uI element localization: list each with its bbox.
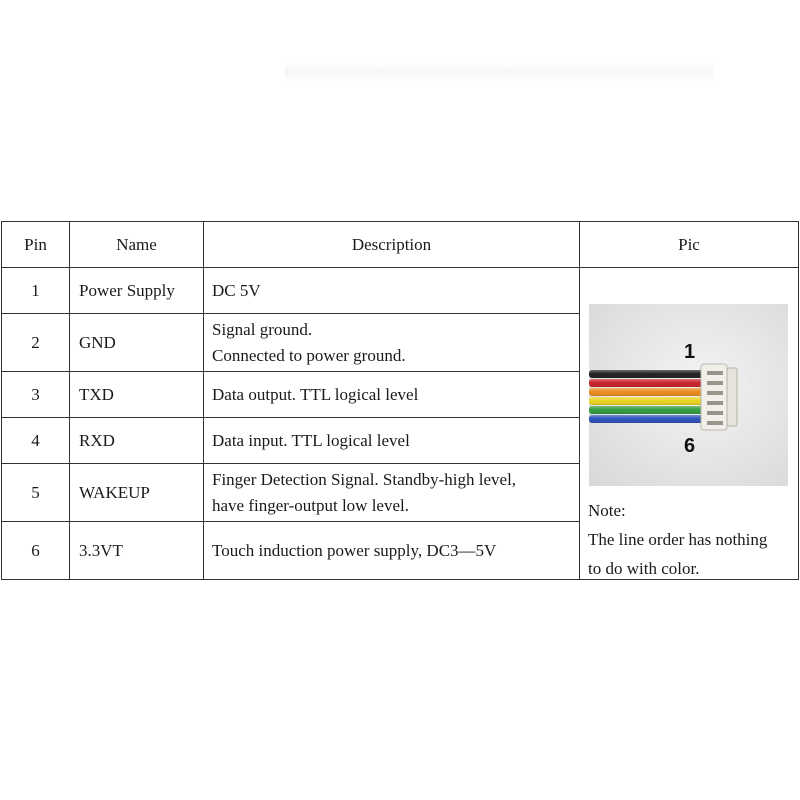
connector-housing bbox=[701, 364, 737, 430]
note-title: Note: bbox=[588, 501, 626, 520]
connector-cable-photo bbox=[589, 304, 788, 486]
table-header-row bbox=[2, 222, 799, 268]
header-name: Name bbox=[70, 222, 204, 268]
pin-description-line: Finger Detection Signal. Standby-high level, bbox=[212, 469, 517, 489]
pin-number: 4 bbox=[2, 418, 70, 464]
pin-name: GND bbox=[70, 314, 204, 372]
pin-description-line: Data output. TTL logical level bbox=[212, 384, 419, 404]
pin-description bbox=[204, 314, 580, 372]
pin-description-line: Connected to power ground. bbox=[212, 345, 406, 365]
pic-container bbox=[580, 268, 798, 579]
header-description: Description bbox=[204, 222, 580, 268]
pin-description bbox=[204, 268, 580, 314]
pin-description-line: DC 5V bbox=[212, 280, 261, 300]
wire-sheen bbox=[589, 415, 705, 423]
header-pin: Pin bbox=[2, 222, 70, 268]
pin1-label: 1 bbox=[684, 341, 696, 363]
pin-name: WAKEUP bbox=[70, 464, 204, 522]
pin-description-line: Touch induction power supply, DC3—5V bbox=[212, 540, 497, 560]
pin-definition-table bbox=[1, 221, 799, 580]
pin-name: Power Supply bbox=[70, 268, 204, 314]
pin-number: 2 bbox=[2, 314, 70, 372]
pin6-label: 6 bbox=[684, 435, 696, 457]
pin-description bbox=[204, 522, 580, 580]
pin-number: 6 bbox=[2, 522, 70, 580]
pic-cell bbox=[580, 268, 799, 580]
pin-name: RXD bbox=[70, 418, 204, 464]
wire-sheen bbox=[589, 406, 705, 414]
pin-description bbox=[204, 464, 580, 522]
note-line: The line order has nothing bbox=[588, 530, 768, 549]
pin-name: 3.3VT bbox=[70, 522, 204, 580]
wire-sheen bbox=[589, 388, 705, 396]
wire-sheen bbox=[589, 379, 705, 387]
note-line: to do with color. bbox=[588, 559, 700, 578]
table-row bbox=[2, 268, 799, 314]
pin-number: 1 bbox=[2, 268, 70, 314]
pin-number: 5 bbox=[2, 464, 70, 522]
pin-description-line: Signal ground. bbox=[212, 319, 313, 339]
pin-number: 3 bbox=[2, 372, 70, 418]
pin-description-line: have finger-output low level. bbox=[212, 495, 409, 515]
pin-name: TXD bbox=[70, 372, 204, 418]
pin-description bbox=[204, 418, 580, 464]
wire-sheen bbox=[589, 397, 705, 405]
pin-description-line: Data input. TTL logical level bbox=[212, 430, 410, 450]
wire-sheen bbox=[589, 370, 705, 378]
pin-description bbox=[204, 372, 580, 418]
header-pic: Pic bbox=[580, 222, 799, 268]
header-shadow bbox=[285, 62, 713, 82]
note-block bbox=[588, 496, 798, 583]
